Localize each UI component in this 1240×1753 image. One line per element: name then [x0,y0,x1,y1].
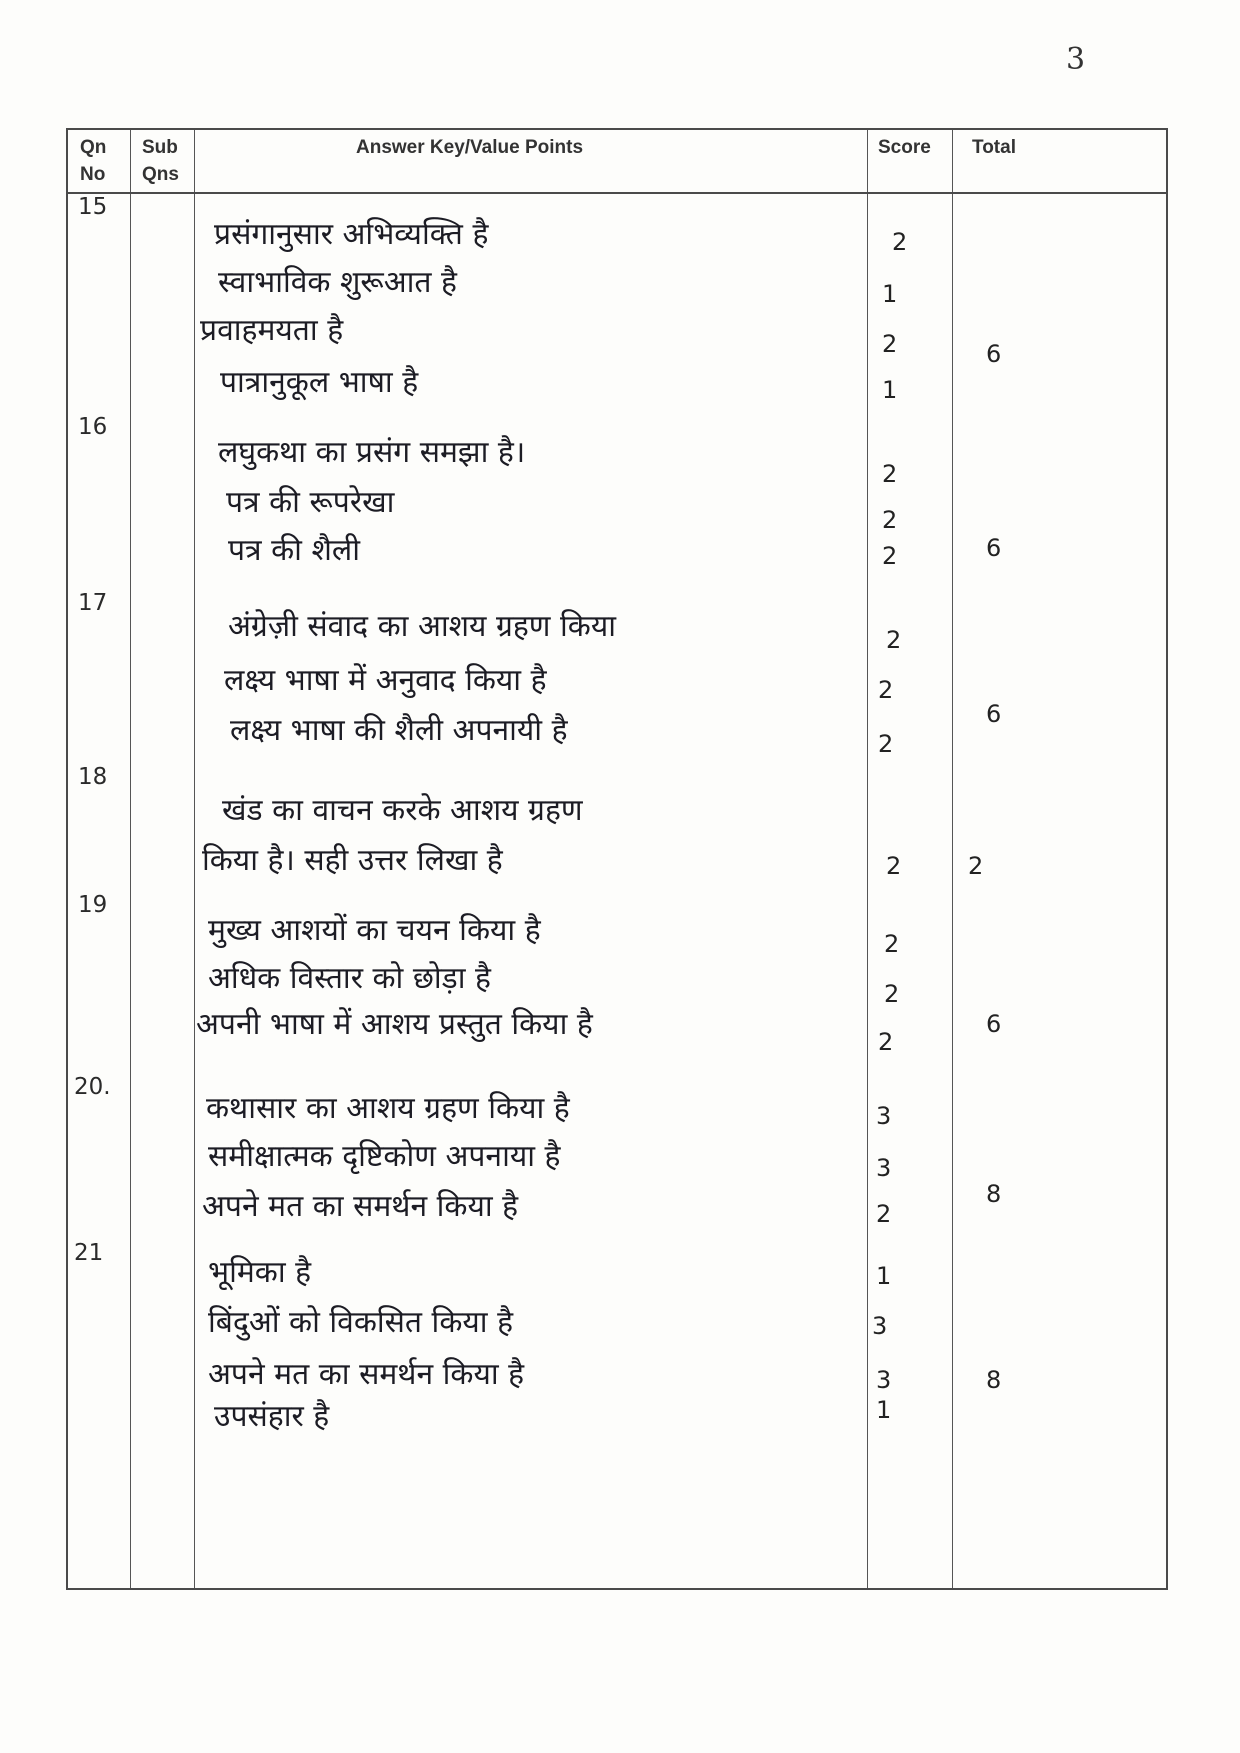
question-number-15: 15 [78,194,108,220]
value-point: प्रसंगानुसार अभिव्यक्ति है [214,217,489,252]
score-value: 2 [878,1028,894,1056]
score-value: 2 [892,228,908,256]
score-value: 2 [882,506,898,534]
total-value: 6 [986,534,1002,562]
value-point: अपने मत का समर्थन किया है [208,1357,525,1392]
value-point: स्वाभाविक शुरूआत है [218,265,457,300]
column-divider [194,130,195,1588]
header-sub-qns: Sub Qns [142,137,179,185]
total-value: 8 [986,1180,1002,1208]
header-divider [68,192,1166,194]
column-divider [867,130,868,1588]
value-point: अपने मत का समर्थन किया है [202,1189,519,1224]
value-point: लक्ष्य भाषा में अनुवाद किया है [224,663,547,698]
value-point: खंड का वाचन करके आशय ग्रहण [222,793,583,828]
value-point: उपसंहार है [214,1399,330,1434]
header-qn-no: Qn No [80,137,107,185]
value-point: अधिक विस्तार को छोड़ा है [208,961,491,996]
value-point: प्रवाहमयता है [200,313,344,348]
page-number: 3 [1066,42,1086,77]
score-value: 3 [876,1102,892,1130]
score-value: 3 [876,1154,892,1182]
score-value: 1 [882,376,898,404]
answer-key-table [66,128,1168,1590]
total-value: 8 [986,1366,1002,1394]
value-point: पत्र की शैली [228,533,360,568]
header-answer-key: Answer Key/Value Points [356,137,584,158]
score-value: 3 [876,1366,892,1394]
question-number-19: 19 [78,892,108,918]
value-point: अपनी भाषा में आशय प्रस्तुत किया है [196,1007,593,1042]
total-value: 2 [968,852,984,880]
header-score: Score [878,137,931,158]
value-point: लक्ष्य भाषा की शैली अपनायी है [230,713,568,748]
value-point: कथासार का आशय ग्रहण किया है [206,1091,570,1126]
score-value: 2 [882,460,898,488]
question-number-16: 16 [78,414,108,440]
value-point: पात्रानुकूल भाषा है [220,365,419,400]
total-value: 6 [986,1010,1002,1038]
score-value: 2 [884,930,900,958]
score-value: 2 [884,980,900,1008]
value-point: भूमिका है [208,1255,312,1290]
score-value: 3 [872,1312,888,1340]
question-number-17: 17 [78,590,108,616]
column-divider [952,130,953,1588]
score-value: 1 [876,1262,892,1290]
total-value: 6 [986,340,1002,368]
value-point: लघुकथा का प्रसंग समझा है। [218,435,526,470]
value-point: पत्र की रूपरेखा [226,485,395,520]
value-point: अंग्रेज़ी संवाद का आशय ग्रहण किया [228,609,617,644]
column-divider [130,130,131,1588]
question-number-20: 20. [74,1074,111,1100]
value-point: किया है। सही उत्तर लिखा है [202,843,503,878]
score-value: 2 [886,626,902,654]
value-point: बिंदुओं को विकसित किया है [208,1305,513,1340]
score-value: 1 [876,1396,892,1424]
score-value: 2 [878,730,894,758]
score-value: 2 [886,852,902,880]
score-value: 2 [878,676,894,704]
score-value: 1 [882,280,898,308]
total-value: 6 [986,700,1002,728]
value-point: समीक्षात्मक दृष्टिकोण अपनाया है [208,1139,561,1174]
header-total: Total [972,137,1016,158]
score-value: 2 [882,330,898,358]
score-value: 2 [876,1200,892,1228]
value-point: मुख्य आशयों का चयन किया है [208,913,541,948]
question-number-21: 21 [74,1240,104,1266]
score-value: 2 [882,542,898,570]
question-number-18: 18 [78,764,108,790]
